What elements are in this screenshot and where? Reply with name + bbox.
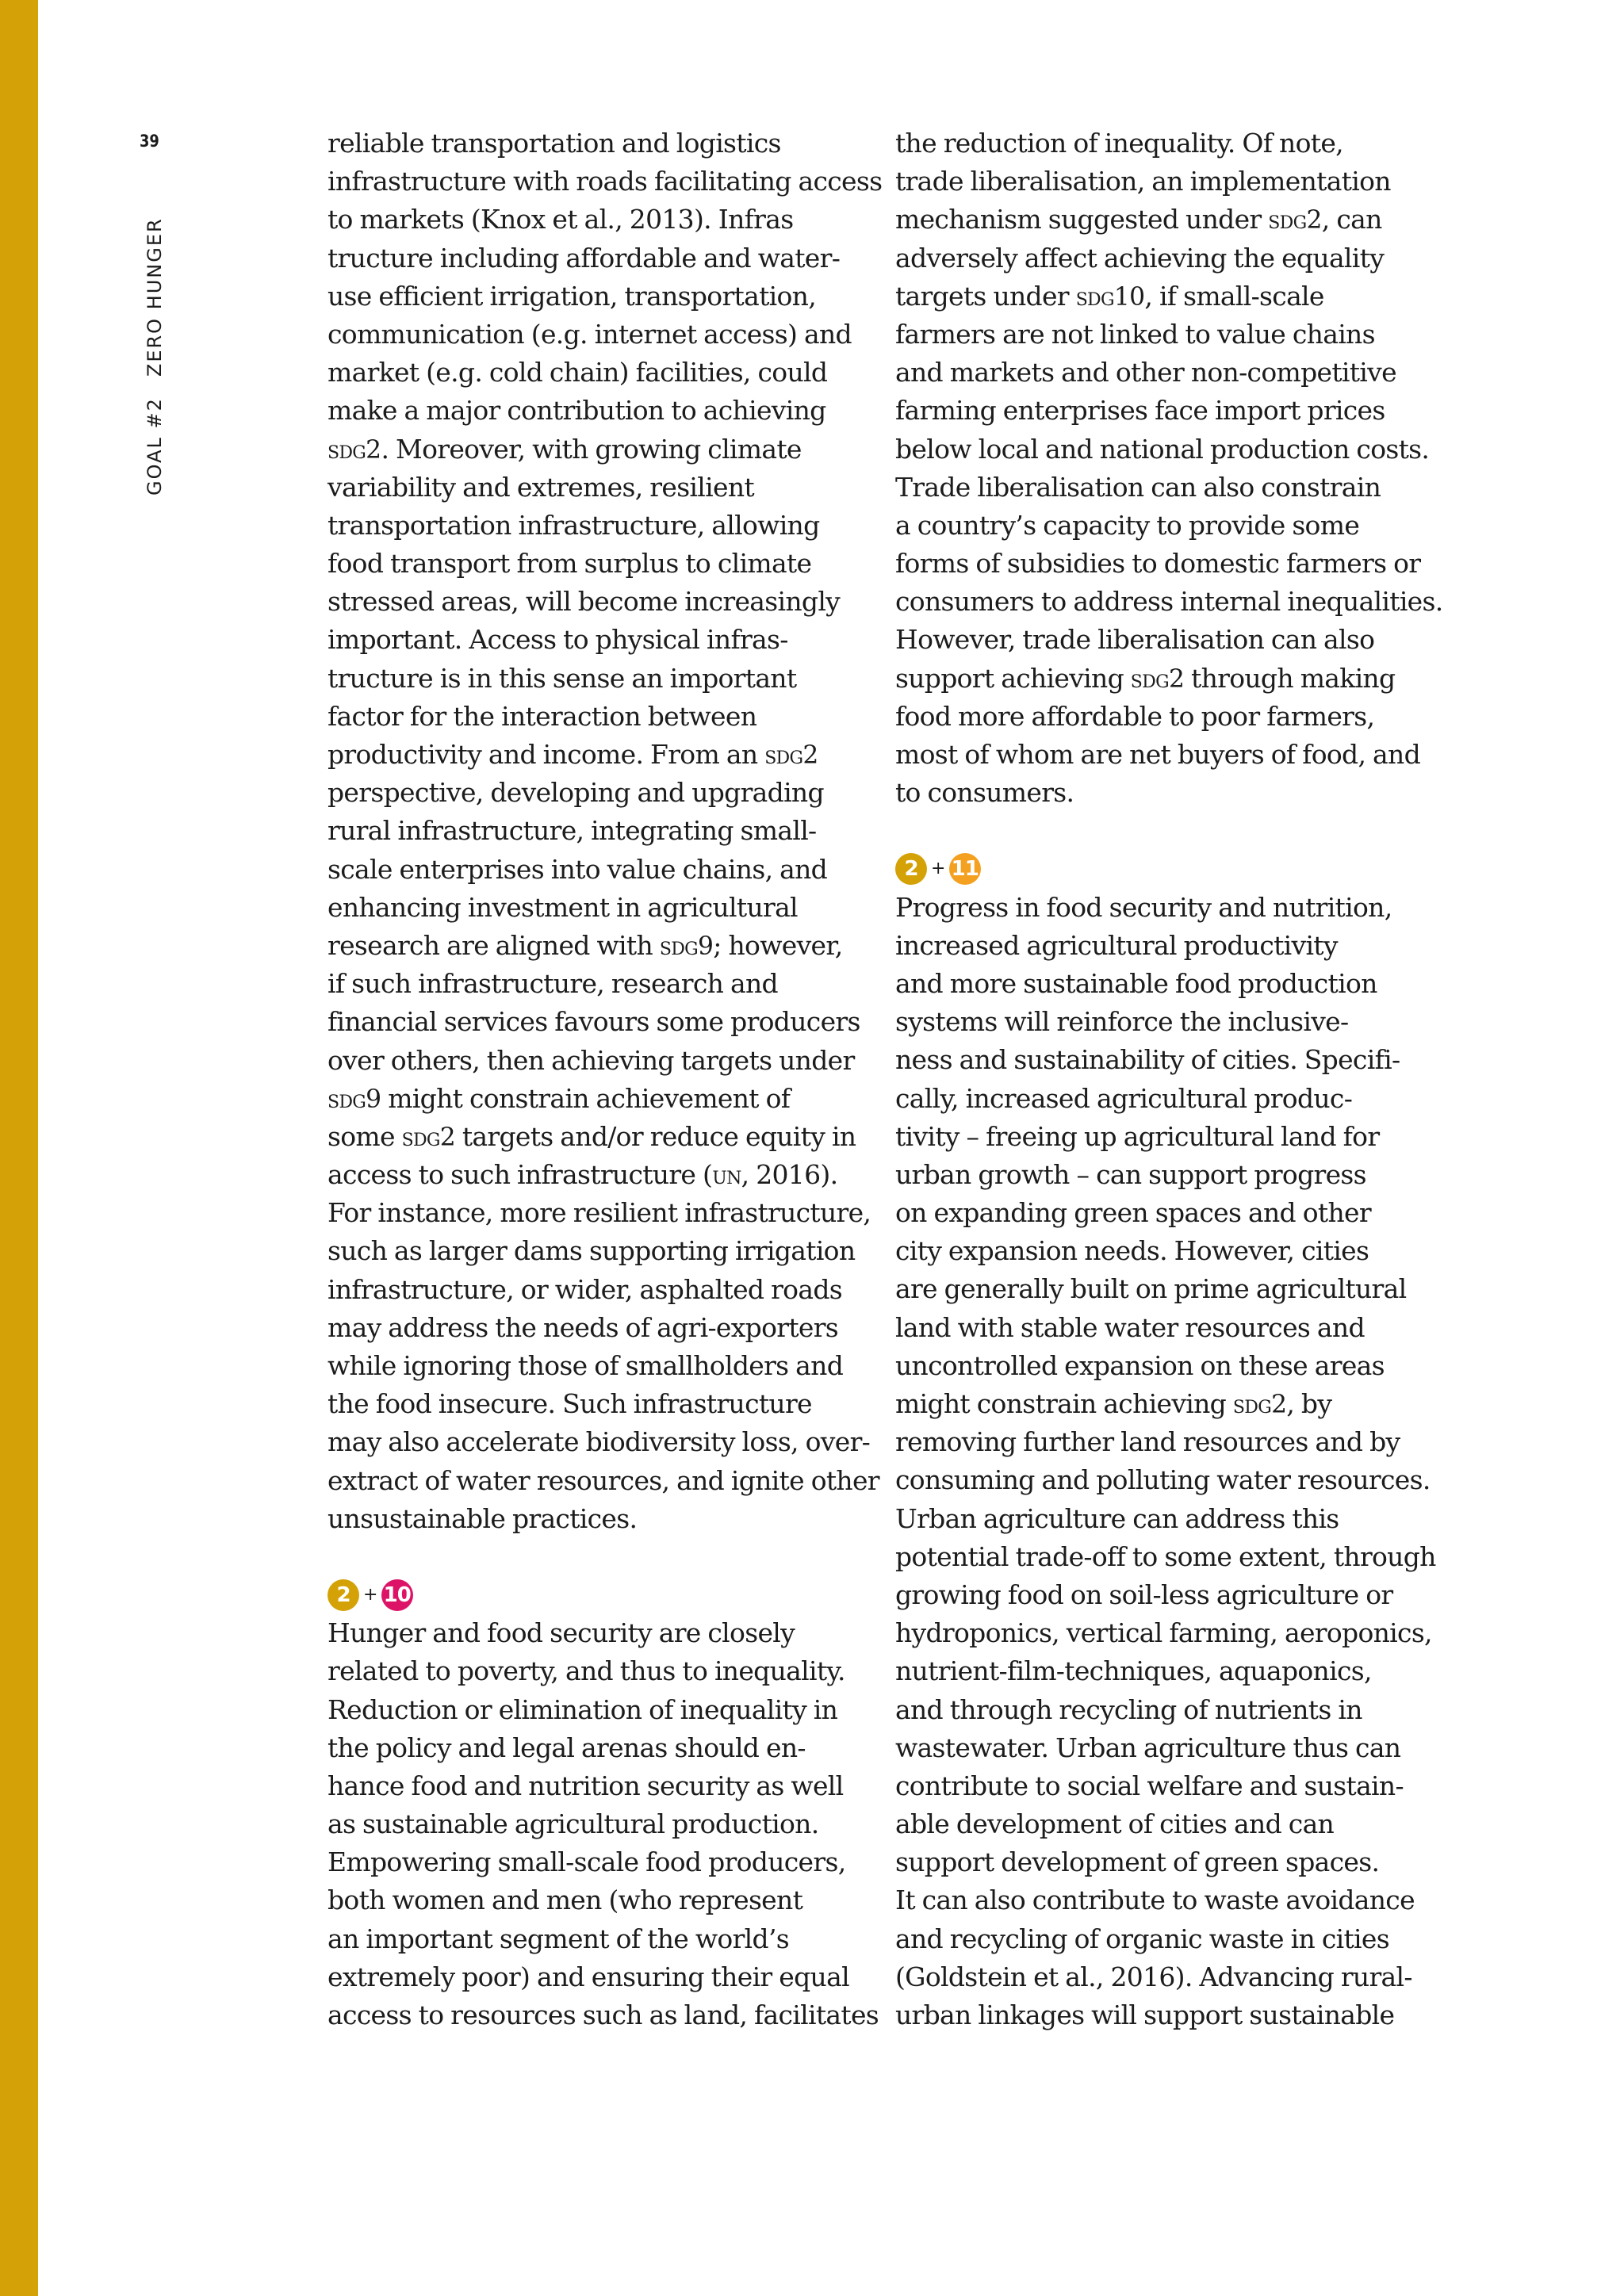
sdg-badge-10: 10	[381, 1579, 413, 1611]
text-line: Empowering small-scale food producers,	[327, 1846, 846, 1878]
text-line: access to such infrastructure (un, 2016).	[327, 1159, 838, 1191]
text-line: make a major contribution to achieving	[327, 395, 826, 427]
text-line: sdg2. Moreover, with growing climate	[327, 433, 802, 465]
text-line: may address the needs of agri-exporters	[327, 1311, 839, 1343]
text-line: the food insecure. Such infrastructure	[327, 1388, 812, 1420]
paragraph-cities	[895, 889, 1434, 2035]
text-line: and more sustainable food production	[895, 967, 1377, 999]
text-line: Hunger and food security are closely	[327, 1617, 795, 1649]
text-line: rural infrastructure, integrating small-	[327, 815, 817, 847]
text-line: reliable transportation and logistics	[327, 128, 781, 159]
text-line: food transport from surplus to climate	[327, 548, 812, 580]
text-line: scale enterprises into value chains, and	[327, 853, 828, 885]
text-line: Trade liberalisation can also constrain	[895, 471, 1381, 503]
text-line: extract of water resources, and ignite other	[327, 1464, 879, 1496]
sdg-badge-2: 2	[895, 853, 927, 885]
text-line: to consumers.	[895, 777, 1074, 809]
plus-sign: +	[363, 1584, 377, 1605]
text-line: perspective, developing and upgrading	[327, 777, 824, 809]
text-line: important. Access to physical infras-	[327, 624, 788, 656]
text-line: Progress in food security and nutrition,	[895, 891, 1392, 923]
text-line: an important segment of the world’s	[327, 1923, 789, 1954]
text-line: to markets (Knox et al., 2013). Infras	[327, 204, 794, 235]
text-line: tructure is in this sense an important	[327, 662, 797, 694]
text-line: potential trade-off to some extent, through	[895, 1540, 1436, 1572]
text-line: infrastructure with roads facilitating access	[327, 166, 883, 197]
text-line: both women and men (who represent	[327, 1885, 803, 1916]
text-line: related to poverty, and thus to inequality.	[327, 1655, 845, 1687]
running-head-title: ZERO HUNGER	[144, 217, 166, 377]
text-line: and through recycling of nutrients in	[895, 1693, 1362, 1725]
text-line: if such infrastructure, research and	[327, 968, 778, 1000]
text-line: research are aligned with sdg9; however,	[327, 929, 843, 961]
sdg-badge-2: 2	[327, 1579, 359, 1611]
text-line: productivity and income. From an sdg2	[327, 739, 818, 770]
text-line: urban growth – can support progress	[895, 1158, 1366, 1190]
text-line: and recycling of organic waste in cities	[895, 1923, 1389, 1954]
text-line: the policy and legal arenas should en-	[327, 1732, 806, 1763]
text-line: stressed areas, will become increasingly	[327, 586, 841, 618]
text-line: urban linkages will support sustainable	[895, 1999, 1395, 2030]
text-line: forms of subsidies to domestic farmers or	[895, 548, 1421, 580]
text-line: contribute to social welfare and sustain-	[895, 1770, 1404, 1801]
text-line: use efficient irrigation, transportation,	[327, 280, 816, 312]
text-line: It can also contribute to waste avoidance	[895, 1885, 1415, 1916]
text-line: and markets and other non-competitive	[895, 357, 1396, 388]
text-line: some sdg2 targets and/or reduce equity in	[327, 1120, 856, 1152]
text-line: extremely poor) and ensuring their equal	[327, 1961, 849, 1992]
text-line: unsustainable practices.	[327, 1502, 638, 1534]
text-line: such as larger dams supporting irrigation	[327, 1235, 856, 1267]
text-line: farming enterprises face import prices	[895, 395, 1385, 427]
text-line: on expanding green spaces and other	[895, 1197, 1371, 1229]
sdg-badge-11: 11	[949, 853, 981, 885]
text-line: However, trade liberalisation can also	[895, 624, 1375, 656]
text-line: transportation infrastructure, allowing	[327, 509, 820, 541]
text-line: city expansion needs. However, cities	[895, 1235, 1369, 1267]
text-line: consumers to address internal inequalities.	[895, 586, 1443, 618]
running-head	[144, 217, 166, 496]
text-line: land with stable water resources and	[895, 1311, 1365, 1343]
text-line: may also accelerate biodiversity loss, over-	[327, 1426, 871, 1458]
text-line: financial services favours some producers	[327, 1006, 860, 1038]
sidebar-color-bar	[0, 0, 38, 2296]
text-line: adversely affect achieving the equality	[895, 242, 1385, 274]
text-line: communication (e.g. internet access) and	[327, 318, 852, 350]
text-line: the reduction of inequality. Of note,	[895, 128, 1343, 159]
text-line: market (e.g. cold chain) facilities, could	[327, 357, 828, 388]
text-line: hydroponics, vertical farming, aeroponics,	[895, 1617, 1432, 1649]
left-column	[327, 124, 883, 2034]
text-line: consuming and polluting water resources.	[895, 1464, 1431, 1496]
text-line: below local and national production costs.	[895, 433, 1430, 465]
text-line: uncontrolled expansion on these areas	[895, 1349, 1385, 1381]
text-line: growing food on soil-less agriculture or	[895, 1578, 1393, 1610]
text-line: able development of cities and can	[895, 1808, 1335, 1840]
text-line: infrastructure, or wider, asphalted roads	[327, 1273, 842, 1305]
text-line: nutrient-film-techniques, aquaponics,	[895, 1655, 1372, 1687]
text-line: variability and extremes, resilient	[327, 471, 754, 503]
text-line: For instance, more resilient infrastructure,	[327, 1197, 871, 1229]
text-line: might constrain achieving sdg2, by	[895, 1388, 1332, 1419]
text-line: while ignoring those of smallholders and	[327, 1350, 844, 1381]
plus-sign: +	[931, 859, 945, 879]
text-line: enhancing investment in agricultural	[327, 891, 798, 923]
text-line: a country’s capacity to provide some	[895, 509, 1360, 541]
page-number: 39	[140, 132, 159, 151]
text-line: farmers are not linked to value chains	[895, 318, 1375, 350]
text-line: food more affordable to poor farmers,	[895, 700, 1375, 732]
text-line: trade liberalisation, an implementation	[895, 166, 1391, 197]
text-line: targets under sdg10, if small-scale	[895, 280, 1324, 312]
text-line: tivity – freeing up agricultural land for	[895, 1120, 1380, 1152]
section-heading-2-11	[895, 850, 1434, 888]
text-line: support achieving sdg2 through making	[895, 662, 1396, 694]
text-line: as sustainable agricultural production.	[327, 1808, 819, 1840]
paragraph-inequality	[327, 1614, 879, 2034]
running-head-goal: GOAL #2	[144, 397, 166, 496]
text-line: access to resources such as land, facilitates	[327, 1999, 879, 2030]
text-line: factor for the interaction between	[327, 700, 757, 732]
right-column	[895, 124, 1443, 2034]
text-line: wastewater. Urban agriculture thus can	[895, 1732, 1401, 1763]
section-heading-2-10	[327, 1576, 867, 1614]
paragraph-trade-liberalisation	[895, 124, 1443, 812]
text-line: most of whom are net buyers of food, and	[895, 739, 1420, 770]
text-line: mechanism suggested under sdg2, can	[895, 204, 1382, 235]
text-line: support development of green spaces.	[895, 1846, 1380, 1878]
text-line: (Goldstein et al., 2016). Advancing rural-	[895, 1961, 1412, 1992]
paragraph-infrastructure	[327, 124, 883, 1538]
text-line: cally, increased agricultural produc-	[895, 1082, 1353, 1114]
text-line: removing further land resources and by	[895, 1426, 1400, 1458]
text-line: hance food and nutrition security as well	[327, 1770, 844, 1801]
text-line: Urban agriculture can address this	[895, 1502, 1339, 1534]
text-line: systems will reinforce the inclusive-	[895, 1006, 1349, 1038]
text-line: sdg9 might constrain achievement of	[327, 1082, 791, 1114]
text-line: tructure including affordable and water-	[327, 242, 841, 274]
text-line: ness and sustainability of cities. Specifi-	[895, 1044, 1400, 1076]
text-line: are generally built on prime agricultural	[895, 1273, 1407, 1305]
text-line: over others, then achieving targets under	[327, 1044, 855, 1076]
text-line: Reduction or elimination of inequality in	[327, 1693, 838, 1725]
text-line: increased agricultural productivity	[895, 929, 1338, 961]
